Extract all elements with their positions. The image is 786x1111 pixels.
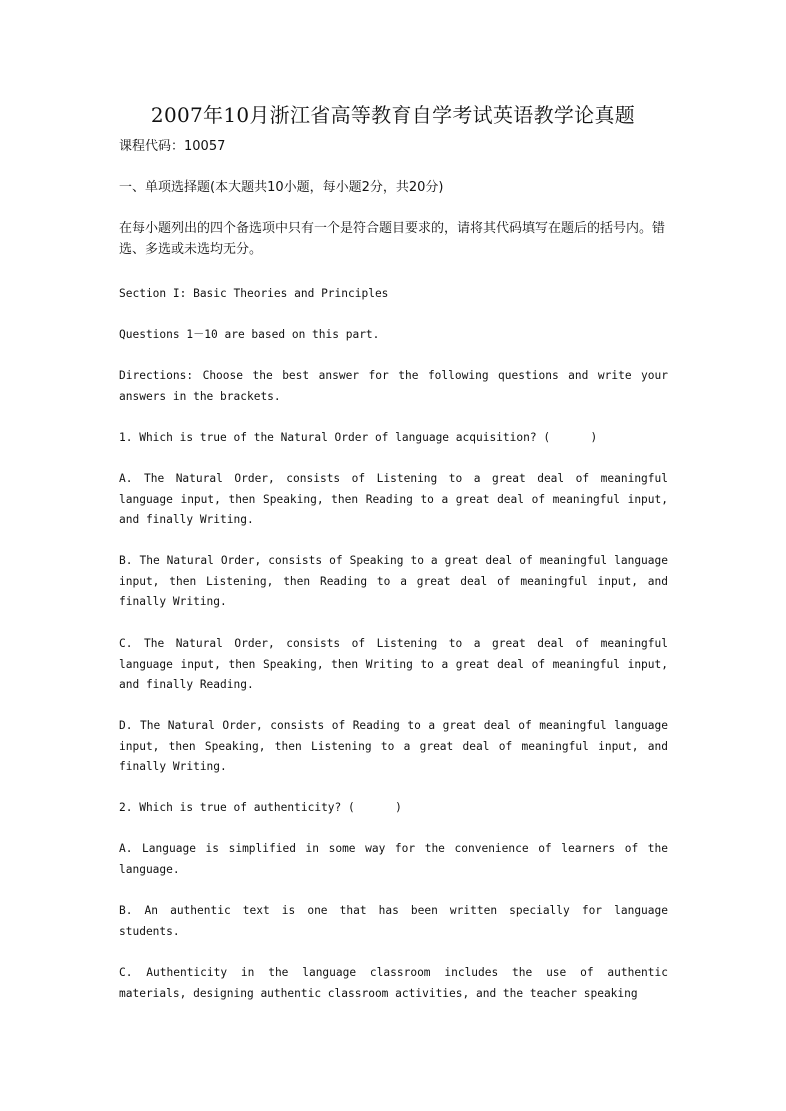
question-2-option-b: B. An authentic text is one that has been written specially for language students.	[119, 904, 668, 938]
question-1-option-c: C. The Natural Order, consists of Listening to a great deal of meaningful language input, then Speaking, then Writing to a great deal of meaningful input, and finally Reading.	[119, 637, 668, 692]
question-2-option-a: A. Language is simplified in some way for the convenience of learners of the language.	[119, 842, 668, 876]
directions: Directions: Choose the best answer for the following questions and write your answers in the brackets.	[119, 369, 668, 403]
questions-range: Questions 1－10 are based on this part.	[119, 328, 380, 341]
instructions: 在每小题列出的四个备选项中只有一个是符合题目要求的，请将其代码填写在题后的括号内。错选、多选或未选均无分。	[119, 221, 666, 257]
course-code: 课程代码：10057	[119, 139, 226, 154]
question-1-option-b: B. The Natural Order, consists of Speaking to a great deal of meaningful language input, then Listening, then Reading to a great deal of meaningful input, and finally Writing.	[119, 554, 668, 609]
question-2-option-c: C. Authenticity in the language classroom includes the use of authentic materials, designing authentic classroom activities, and the teacher speaking	[119, 966, 668, 1000]
document-title: 2007年10月浙江省高等教育自学考试英语教学论真题	[150, 103, 636, 127]
question-1-option-d: D. The Natural Order, consists of Reading to a great deal of meaningful language input, then Speaking, then Listening to a great deal of meaningful input, and finally Writing.	[119, 719, 668, 774]
question-1-option-a: A. The Natural Order, consists of Listening to a great deal of meaningful language input, then Speaking, then Reading to a great deal of meaningful input, and finally Writing.	[119, 472, 668, 527]
section-title: Section I: Basic Theories and Principles	[119, 287, 389, 300]
question-1-stem: 1. Which is true of the Natural Order of language acquisition? ( )	[119, 431, 598, 444]
question-2-stem: 2. Which is true of authenticity? ( )	[119, 801, 402, 814]
part-heading: 一、单项选择题(本大题共10小题，每小题2分，共20分)	[119, 180, 444, 195]
